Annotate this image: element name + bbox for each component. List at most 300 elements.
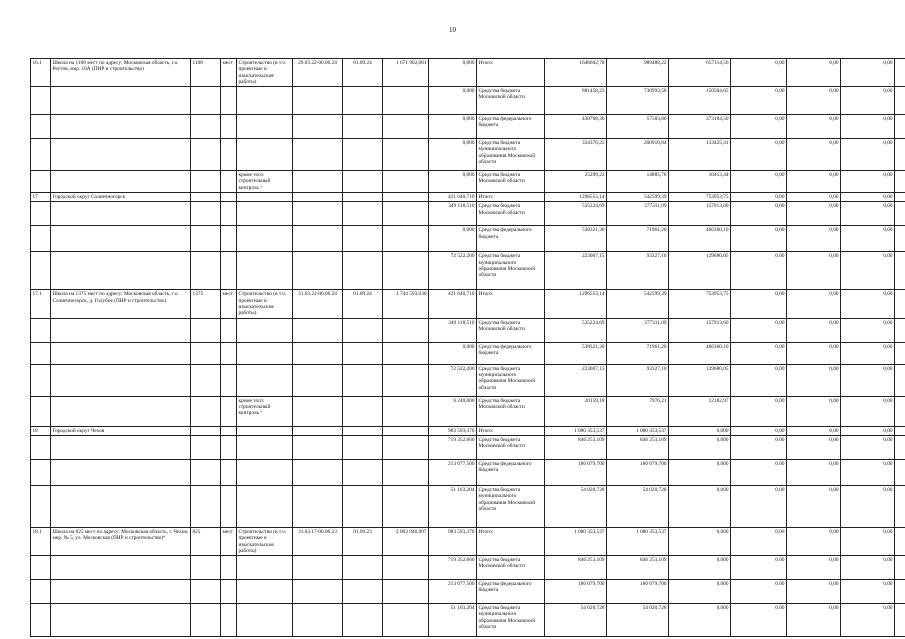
cell-amount-year-1: 54 020,728 xyxy=(607,604,669,637)
cell-amount-year-1: 377311,09 xyxy=(607,202,669,226)
cell-amount-year-4: 0,00 xyxy=(787,59,841,87)
cell-amount-year-4: 0,00 xyxy=(787,139,841,171)
cell-period xyxy=(293,435,343,459)
cell-funding-source: Средства бюджета Московской области xyxy=(477,87,545,115)
cell-commissioning-date xyxy=(343,580,383,604)
cell-financed-before: 51 163,204 xyxy=(429,604,477,637)
cell-work-type xyxy=(237,342,293,364)
cell-capacity: 825 xyxy=(191,527,221,555)
cell-funding-source: Средства бюджета муниципального образования Московской области xyxy=(477,139,545,171)
cell-total-cost xyxy=(383,342,429,364)
cell-work-type xyxy=(237,115,293,139)
cell-amount-year-1: 542599,39 xyxy=(607,290,669,318)
cell-amount-year-2: 753953,75 xyxy=(669,290,731,318)
cell-amount-year-2: 129680,05 xyxy=(669,252,731,290)
cell-amount-year-3: 0,00 xyxy=(731,435,787,459)
cell-unit xyxy=(221,226,237,252)
cell-amount-total: 1 080 353,537 xyxy=(545,527,607,555)
cell-amount-year-5: 0,00 xyxy=(841,193,895,202)
cell-amount-year-2: 753953,75 xyxy=(669,193,731,202)
cell-amount-year-2: 157913,60 xyxy=(669,202,731,226)
table-row xyxy=(31,556,905,580)
cell-blank xyxy=(895,364,905,396)
cell-amount-year-5: 0,00 xyxy=(841,318,895,342)
cell-amount-year-5: 0,00 xyxy=(841,342,895,364)
cell-amount-year-3: 0,00 xyxy=(731,426,787,435)
cell-total-cost: 1 744 593,030 xyxy=(383,290,429,318)
cell-blank xyxy=(895,115,905,139)
cell-object-name xyxy=(51,202,191,226)
cell-amount-year-1: 93327,10 xyxy=(607,252,669,290)
cell-object-name xyxy=(51,139,191,171)
cell-amount-total: 846 253,109 xyxy=(545,556,607,580)
cell-amount-year-1: 846 253,109 xyxy=(607,556,669,580)
cell-funding-source: Средства бюджета Московской области xyxy=(477,171,545,193)
cell-work-type xyxy=(237,226,293,252)
cell-financed-before: 349 118,510 xyxy=(429,202,477,226)
cell-period xyxy=(293,202,343,226)
cell-blank xyxy=(895,193,905,202)
table-row xyxy=(31,115,905,139)
cell-blank xyxy=(895,556,905,580)
table-row xyxy=(31,527,905,555)
cell-total-cost xyxy=(383,171,429,193)
cell-financed-before: 983 593,370 xyxy=(429,426,477,435)
cell-amount-year-3: 0,00 xyxy=(731,604,787,637)
cell-funding-source: Средства федерального бюджета xyxy=(477,115,545,139)
cell-object-name xyxy=(51,364,191,396)
cell-row-index xyxy=(31,459,51,485)
cell-amount-year-3: 0,00 xyxy=(731,171,787,193)
cell-amount-year-3: 0,00 xyxy=(731,485,787,527)
cell-capacity: 1100 xyxy=(191,59,221,87)
cell-amount-year-3: 0,00 xyxy=(731,290,787,318)
cell-amount-year-4: 0,00 xyxy=(787,485,841,527)
cell-financed-before: 349 118,510 xyxy=(429,318,477,342)
table-row xyxy=(31,604,905,637)
cell-row-index xyxy=(31,115,51,139)
cell-amount-year-2: 129680,05 xyxy=(669,364,731,396)
cell-amount-year-1: 180 079,700 xyxy=(607,580,669,604)
cell-blank xyxy=(895,580,905,604)
cell-amount-total: 430768,30 xyxy=(545,115,607,139)
cell-amount-total: 538321,30 xyxy=(545,342,607,364)
cell-funding-source: Средства бюджета муниципального образования Московской области xyxy=(477,604,545,637)
cell-unit xyxy=(221,318,237,342)
cell-blank xyxy=(895,226,905,252)
cell-capacity xyxy=(191,202,221,226)
cell-amount-year-3: 0,00 xyxy=(731,556,787,580)
cell-work-type xyxy=(237,318,293,342)
cell-row-index xyxy=(31,139,51,171)
cell-blank xyxy=(895,426,905,435)
cell-funding-source: Средства бюджета Московской области xyxy=(477,556,545,580)
table-row xyxy=(31,342,905,364)
cell-work-type: Строительство (в т.ч. проектные и изыскательские работы) xyxy=(237,290,293,318)
cell-amount-year-2: 373184,50 xyxy=(669,115,731,139)
cell-amount-year-4: 0,00 xyxy=(787,226,841,252)
cell-funding-source: Средства бюджета Московской области xyxy=(477,435,545,459)
cell-financed-before: 0,000 xyxy=(429,171,477,193)
cell-work-type xyxy=(237,87,293,115)
cell-amount-year-2: 10413,44 xyxy=(669,171,731,193)
table-row xyxy=(31,139,905,171)
cell-commissioning-date xyxy=(343,459,383,485)
cell-object-name xyxy=(51,252,191,290)
cell-commissioning-date xyxy=(343,342,383,364)
cell-total-cost xyxy=(383,115,429,139)
cell-amount-year-2: 0,000 xyxy=(669,485,731,527)
cell-amount-year-5: 0,00 xyxy=(841,252,895,290)
cell-object-name xyxy=(51,604,191,637)
cell-row-index: 17 xyxy=(31,193,51,202)
cell-work-type xyxy=(237,139,293,171)
cell-blank xyxy=(895,252,905,290)
cell-object-name xyxy=(51,226,191,252)
table-row xyxy=(31,59,905,87)
cell-amount-year-3: 0,00 xyxy=(731,202,787,226)
cell-amount-year-1: 14885,78 xyxy=(607,171,669,193)
cell-commissioning-date: 01.09.24 xyxy=(343,290,383,318)
cell-commissioning-date xyxy=(343,171,383,193)
cell-amount-year-5: 0,00 xyxy=(841,139,895,171)
table-row xyxy=(31,193,905,202)
cell-amount-year-2: 0,000 xyxy=(669,580,731,604)
cell-amount-total: 223007,15 xyxy=(545,364,607,396)
cell-capacity xyxy=(191,580,221,604)
cell-funding-source: Средства бюджета Московской области xyxy=(477,202,545,226)
cell-capacity xyxy=(191,485,221,527)
cell-amount-year-3: 0,00 xyxy=(731,459,787,485)
cell-funding-source: Итого: xyxy=(477,527,545,555)
cell-commissioning-date: 01.09.23 xyxy=(343,527,383,555)
cell-capacity xyxy=(191,426,221,435)
cell-period xyxy=(293,318,343,342)
cell-funding-source: Итого: xyxy=(477,290,545,318)
cell-capacity xyxy=(191,193,221,202)
cell-capacity: 1375 xyxy=(191,290,221,318)
cell-funding-source: Средства бюджета муниципального образования Московской области xyxy=(477,485,545,527)
cell-object-name xyxy=(51,396,191,426)
cell-amount-year-3: 0,00 xyxy=(731,252,787,290)
cell-work-type xyxy=(237,604,293,637)
cell-row-index: 16.1 xyxy=(31,59,51,87)
cell-blank xyxy=(895,459,905,485)
cell-amount-year-2: 0,000 xyxy=(669,459,731,485)
cell-blank xyxy=(895,435,905,459)
cell-blank xyxy=(895,527,905,555)
cell-blank xyxy=(895,604,905,637)
table-row xyxy=(31,364,905,396)
cell-amount-year-5: 0,00 xyxy=(841,527,895,555)
cell-capacity xyxy=(191,318,221,342)
cell-amount-year-5: 0,00 xyxy=(841,580,895,604)
table-row xyxy=(31,459,905,485)
cell-work-type xyxy=(237,426,293,435)
cell-commissioning-date xyxy=(343,115,383,139)
cell-amount-year-4: 0,00 xyxy=(787,580,841,604)
cell-financed-before: 0,000 xyxy=(429,226,477,252)
cell-total-cost xyxy=(383,364,429,396)
cell-amount-year-2: 150504,65 xyxy=(669,87,731,115)
cell-financed-before: 719 352,666 xyxy=(429,556,477,580)
cell-funding-source: Итого: xyxy=(477,426,545,435)
cell-row-index xyxy=(31,580,51,604)
cell-financed-before: 0,000 xyxy=(429,59,477,87)
cell-amount-year-3: 0,00 xyxy=(731,115,787,139)
cell-amount-total: 1646602,78 xyxy=(545,59,607,87)
cell-commissioning-date xyxy=(343,556,383,580)
cell-funding-source: Средства федерального бюджета xyxy=(477,580,545,604)
cell-period xyxy=(293,342,343,364)
cell-work-type xyxy=(237,556,293,580)
cell-object-name xyxy=(51,171,191,193)
cell-object-name xyxy=(51,87,191,115)
cell-amount-year-3: 0,00 xyxy=(731,527,787,555)
cell-amount-year-3: 0,00 xyxy=(731,318,787,342)
cell-blank xyxy=(895,139,905,171)
cell-amount-year-2: 657114,56 xyxy=(669,59,731,87)
cell-total-cost xyxy=(383,396,429,426)
cell-unit xyxy=(221,252,237,290)
cell-amount-year-5: 0,00 xyxy=(841,290,895,318)
cell-amount-total: 54 020,728 xyxy=(545,485,607,527)
cell-amount-year-1: 1 080 353,537 xyxy=(607,426,669,435)
cell-amount-year-5: 0,00 xyxy=(841,364,895,396)
cell-commissioning-date xyxy=(343,396,383,426)
cell-period xyxy=(293,556,343,580)
cell-financed-before: 983 593,370 xyxy=(429,527,477,555)
cell-row-index xyxy=(31,226,51,252)
cell-work-type: кроме того: строительный контроль ³ xyxy=(237,171,293,193)
cell-unit xyxy=(221,193,237,202)
cell-row-index xyxy=(31,396,51,426)
cell-amount-total: 535224,69 xyxy=(545,202,607,226)
cell-amount-year-5: 0,00 xyxy=(841,59,895,87)
table-row xyxy=(31,87,905,115)
cell-row-index xyxy=(31,171,51,193)
cell-commissioning-date xyxy=(343,252,383,290)
cell-period xyxy=(293,226,343,252)
cell-commissioning-date xyxy=(343,318,383,342)
cell-period xyxy=(293,396,343,426)
cell-unit xyxy=(221,171,237,193)
cell-financed-before: 0,000 xyxy=(429,115,477,139)
cell-financed-before: 421 640,710 xyxy=(429,290,477,318)
cell-amount-year-4: 0,00 xyxy=(787,364,841,396)
cell-amount-year-3: 0,00 xyxy=(731,193,787,202)
cell-blank xyxy=(895,59,905,87)
cell-financed-before: 0,000 xyxy=(429,139,477,171)
cell-unit xyxy=(221,139,237,171)
cell-row-index xyxy=(31,435,51,459)
cell-object-name xyxy=(51,485,191,527)
cell-amount-year-4: 0,00 xyxy=(787,435,841,459)
cell-object-name: Школа на 825 мест по адресу: Московская область, г. Чехов, мкр. № 5, ул. Московская (ПИР и строительство)⁴ xyxy=(51,527,191,555)
page-number: 10 xyxy=(449,26,456,34)
cell-funding-source: Итого: xyxy=(477,59,545,87)
cell-work-type: Строительство (в т.ч. проектные и изыскательские работы) xyxy=(237,527,293,555)
cell-work-type xyxy=(237,193,293,202)
table-row xyxy=(31,290,905,318)
cell-commissioning-date xyxy=(343,435,383,459)
cell-object-name xyxy=(51,435,191,459)
cell-amount-year-5: 0,00 xyxy=(841,604,895,637)
cell-total-cost xyxy=(383,459,429,485)
cell-period: 29.03.22-06.06.24 xyxy=(293,59,343,87)
cell-unit xyxy=(221,604,237,637)
cell-amount-year-3: 0,00 xyxy=(731,139,787,171)
cell-amount-year-1: 7976,21 xyxy=(607,396,669,426)
cell-amount-year-1: 377311,09 xyxy=(607,318,669,342)
cell-work-type xyxy=(237,435,293,459)
cell-object-name xyxy=(51,459,191,485)
cell-object-name: Школа на 1375 мест по адресу: Московская область, г.о. Солнечногорск, д. Голубое (ПИР и строительство) xyxy=(51,290,191,318)
cell-unit xyxy=(221,396,237,426)
cell-financed-before: 72 522,200 xyxy=(429,364,477,396)
table-row xyxy=(31,396,905,426)
cell-blank xyxy=(895,342,905,364)
cell-unit xyxy=(221,342,237,364)
cell-total-cost xyxy=(383,139,429,171)
cell-period xyxy=(293,87,343,115)
cell-period: 31.03.17-06.06.23 xyxy=(293,527,343,555)
cell-period xyxy=(293,139,343,171)
table-row xyxy=(31,171,905,193)
cell-amount-year-4: 0,00 xyxy=(787,556,841,580)
cell-row-index xyxy=(31,318,51,342)
cell-row-index xyxy=(31,485,51,527)
cell-capacity xyxy=(191,115,221,139)
budget-table xyxy=(30,58,905,637)
cell-capacity xyxy=(191,459,221,485)
cell-amount-year-2: 466360,10 xyxy=(669,226,731,252)
cell-amount-total: 1 080 353,537 xyxy=(545,426,607,435)
cell-capacity xyxy=(191,226,221,252)
cell-capacity xyxy=(191,396,221,426)
cell-amount-total: 25299,22 xyxy=(545,171,607,193)
cell-amount-year-4: 0,00 xyxy=(787,193,841,202)
cell-unit: мест xyxy=(221,59,237,87)
cell-amount-year-2: 0,000 xyxy=(669,604,731,637)
cell-amount-year-4: 0,00 xyxy=(787,252,841,290)
cell-total-cost: 2 063 946,907 xyxy=(383,527,429,555)
cell-amount-year-3: 0,00 xyxy=(731,580,787,604)
cell-amount-total: 20159,18 xyxy=(545,396,607,426)
table-row xyxy=(31,435,905,459)
cell-amount-total: 846 253,109 xyxy=(545,435,607,459)
cell-amount-year-1: 1 080 353,537 xyxy=(607,527,669,555)
table-row xyxy=(31,226,905,252)
cell-financed-before: 51 163,204 xyxy=(429,485,477,527)
cell-object-name xyxy=(51,342,191,364)
cell-amount-year-4: 0,00 xyxy=(787,115,841,139)
cell-amount-year-4: 0,00 xyxy=(787,459,841,485)
cell-total-cost: 1 671 902,001 xyxy=(383,59,429,87)
cell-amount-year-1: 71961,20 xyxy=(607,226,669,252)
cell-unit: мест xyxy=(221,527,237,555)
table-row xyxy=(31,580,905,604)
cell-object-name xyxy=(51,318,191,342)
cell-period xyxy=(293,604,343,637)
cell-commissioning-date xyxy=(343,193,383,202)
cell-amount-year-5: 0,00 xyxy=(841,115,895,139)
cell-work-type: кроме того: строительный контроль ³ xyxy=(237,396,293,426)
cell-funding-source: Итого: xyxy=(477,193,545,202)
cell-row-index: 17.1 xyxy=(31,290,51,318)
cell-amount-year-5: 0,00 xyxy=(841,226,895,252)
cell-unit xyxy=(221,115,237,139)
cell-financed-before: 421 640,710 xyxy=(429,193,477,202)
cell-object-name: Городской округ Чехов xyxy=(51,426,191,435)
cell-amount-year-2: 0,000 xyxy=(669,435,731,459)
cell-funding-source: Средства федерального бюджета xyxy=(477,459,545,485)
cell-unit xyxy=(221,435,237,459)
cell-object-name xyxy=(51,115,191,139)
cell-amount-year-2: 0,000 xyxy=(669,426,731,435)
cell-blank xyxy=(895,87,905,115)
cell-amount-total: 54 020,728 xyxy=(545,604,607,637)
cell-unit xyxy=(221,580,237,604)
cell-amount-year-4: 0,00 xyxy=(787,527,841,555)
cell-blank xyxy=(895,485,905,527)
cell-funding-source: Средства федерального бюджета xyxy=(477,226,545,252)
cell-amount-year-1: 93327,10 xyxy=(607,364,669,396)
cell-capacity xyxy=(191,604,221,637)
cell-amount-total: 538321,30 xyxy=(545,226,607,252)
cell-object-name: Городской округ Солнечногорск xyxy=(51,193,191,202)
cell-amount-year-5: 0,00 xyxy=(841,396,895,426)
cell-amount-year-4: 0,00 xyxy=(787,396,841,426)
cell-amount-year-3: 0,00 xyxy=(731,364,787,396)
cell-amount-year-2: 0,000 xyxy=(669,556,731,580)
cell-blank xyxy=(895,396,905,426)
cell-amount-year-4: 0,00 xyxy=(787,87,841,115)
table-row xyxy=(31,318,905,342)
cell-financed-before: 719 352,666 xyxy=(429,435,477,459)
cell-unit: мест xyxy=(221,290,237,318)
cell-amount-year-5: 0,00 xyxy=(841,485,895,527)
cell-amount-year-1: 730993,58 xyxy=(607,87,669,115)
cell-funding-source: Средства бюджета Московской области xyxy=(477,318,545,342)
cell-amount-year-5: 0,00 xyxy=(841,556,895,580)
cell-funding-source: Средства бюджета муниципального образования Московской области xyxy=(477,252,545,290)
cell-unit xyxy=(221,459,237,485)
cell-period xyxy=(293,485,343,527)
cell-amount-year-3: 0,00 xyxy=(731,226,787,252)
cell-amount-year-5: 0,00 xyxy=(841,87,895,115)
cell-commissioning-date xyxy=(343,364,383,396)
cell-row-index: 18 xyxy=(31,426,51,435)
cell-amount-total: 1296553,14 xyxy=(545,193,607,202)
table-row xyxy=(31,202,905,226)
cell-financed-before: 0,000 xyxy=(429,342,477,364)
cell-blank xyxy=(895,318,905,342)
cell-row-index xyxy=(31,87,51,115)
cell-amount-year-4: 0,00 xyxy=(787,318,841,342)
cell-amount-year-4: 0,00 xyxy=(787,342,841,364)
cell-row-index xyxy=(31,556,51,580)
cell-amount-year-2: 0,000 xyxy=(669,527,731,555)
cell-unit xyxy=(221,202,237,226)
cell-row-index: 18.1 xyxy=(31,527,51,555)
table-row xyxy=(31,426,905,435)
cell-capacity xyxy=(191,364,221,396)
cell-capacity xyxy=(191,171,221,193)
cell-commissioning-date xyxy=(343,139,383,171)
cell-commissioning-date xyxy=(343,226,383,252)
cell-row-index xyxy=(31,202,51,226)
